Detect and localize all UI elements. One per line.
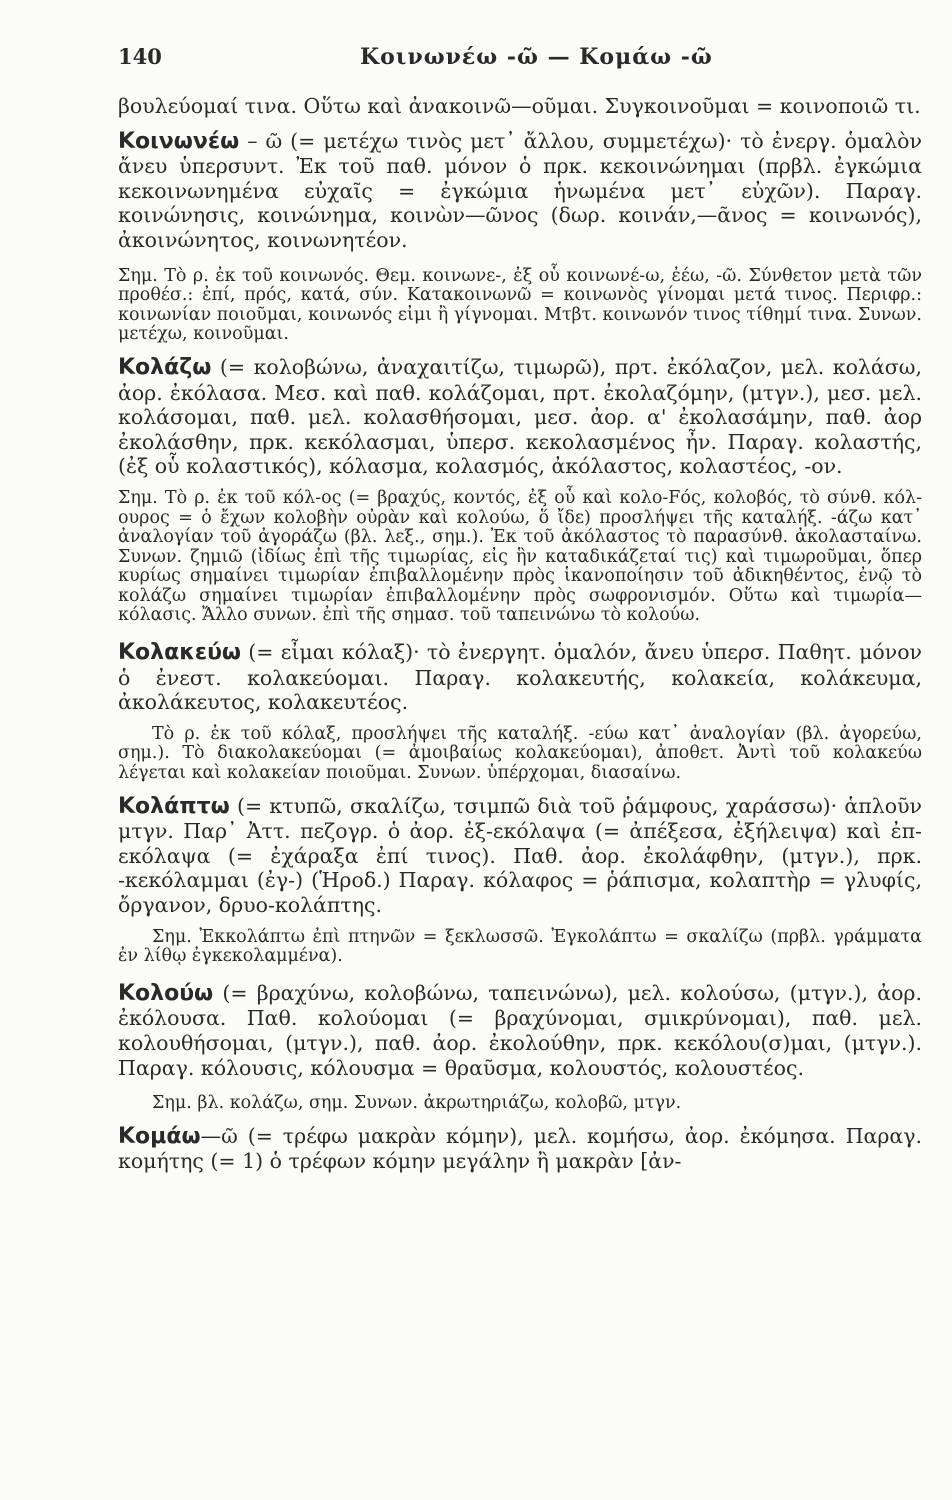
headword: Κολούω <box>118 980 214 1006</box>
headword: Κολακεύω <box>118 640 242 666</box>
page-header <box>118 44 922 84</box>
note-koloyo: Σημ. βλ. κολάζω, σημ. Συνων. ἀκρωτηριάζω, κολοβῶ, μτγν. <box>152 1093 682 1114</box>
entry-text: (= κτυπῶ, σκαλίζω, τσιμπῶ διὰ τοῦ ῥάμφους, χαράσσω)· ἁπλοῦν μτγν. Παρ᾿ Ἀττ. πεζογρ. ὁ ἀορ. ἐξ-εκόλαψα (= ἀπέξεσα, ἐξήλειψα) καὶ ἐπ-εκόλαψα (= ἐχάραξα ἐπί τινος). Παθ. ἀορ. ἐκολάφθην, (μτγν.), πρκ. -κεκόλαμμαι (ἐγ-) (Ἡροδ.) Παραγ. κόλαφος = ῥάπισμα, κολαπτὴρ = γλυφίς, ὄργανον, δρυο-κολάπτης. <box>118 793 922 917</box>
entry-kolapto <box>118 794 922 918</box>
headword: Κολάζω <box>118 354 212 380</box>
entry-koinoneo <box>118 129 922 253</box>
note-kolakeuo: Τὸ ρ. ἐκ τοῦ κόλαξ, προσλήψει τῆς καταλήξ. -εύω κατ᾿ ἀναλογίαν (βλ. ἀγορεύω, σημ.). Τὸ διακολακεύομαι (= ἀμοιβαίως κολακεύομαι), ἀποθετ. Ἀντὶ τοῦ κολακεύω λέγεται καὶ κολακείαν ποιοῦμαι. Συνων. ὑπέρχομαι, διασαίνω. <box>118 723 922 784</box>
entry-text: —ῶ (= τρέφω μακρὰν κόμην), μελ. κομήσω, ἀορ. ἐκόμησα. Παραγ. κομήτης (= 1) ὁ τρέφων κόμην μεγάλην ἢ μακρὰν [ἀν- <box>118 1123 922 1174</box>
entry-text: (= κολοβώνω, ἀναχαιτίζω, τιμωρῶ), πρτ. ἐκόλαζον, μελ. κολάσω, ἀορ. ἐκόλασα. Μεσ. καὶ παθ. κολάζομαι, πρτ. ἐκολαζόμην, (μτγν.), μεσ. μελ. κολάσομαι, παθ. μελ. κολασθήσομαι, μεσ. ἀορ. α' ἐκολασάμην, παθ. ἀορ ἐκολάσθην, πρκ. κεκόλασμαι, ὑπερσ. κεκολασμένος ἦν. Παραγ. κολαστής, (ἐξ οὗ κολαστικός), κόλασμα, κολασμός, ἀκόλαστος, κολαστέος, -ον. <box>118 354 922 479</box>
entry-text: (= εἶμαι κόλαξ)· τὸ ἐνεργητ. ὁμαλόν, ἄνευ ὑπερσ. Παθητ. μόνον ὁ ἐνεστ. κολακεύομαι. Παραγ. κολακευτής, κολακεία, κολάκευμα, ἀκολάκευτος, κολακευτέος. <box>118 640 922 715</box>
continuation-paragraph: βουλεύομαί τινα. Οὕτω καὶ ἀνακοινῶ—οῦμαι. Συγκοινοῦμαι = κοινοποιῶ τι. <box>118 94 921 118</box>
note-koinoneo: Σημ. Τὸ ρ. ἐκ τοῦ κοινωνός. Θεμ. κοινωνε-, ἐξ οὗ κοινωνέ-ω, ἐέω, -ῶ. Σύνθετον μετὰ τῶν προθέσ.: ἐπί, πρός, κατά, σύν. Κατακοινωνῶ = κοινωνὸς γίνομαι μετά τινος. Περιφρ.: κοινωνίαν ποιοῦμαι, κοινωνός εἰμι ἢ γίγνομαι. Μτβτ. κοινωνόν τινος τίθημί τινα. Συνων. μετέχω, κοινοῦμαι. <box>118 265 922 345</box>
headword: Κοινωνέω <box>118 128 240 154</box>
entry-kolakeuo <box>118 640 922 715</box>
headword: Κολάπτω <box>118 793 230 819</box>
entry-koloyo <box>118 981 922 1080</box>
note-kolapto: Σημ. Ἐκκολάπτω ἐπὶ πτηνῶν = ξεκλωσσῶ. Ἐγκολάπτω = σκαλίζω (πρβλ. γράμματα ἐν λίθῳ ἐγκεκολαμμένα). <box>118 926 922 967</box>
entry-text: (= βραχύνω, κολοβώνω, ταπεινώνω), μελ. κολούσω, (μτγν.), ἀορ. ἐκόλουσα. Παθ. κολούομαι (= βραχύνομαι, σμικρύνομαι), παθ. μελ. κολουθήσομαι, (μτγν.), παθ. ἀορ. ἐκολούθην, πρκ. κεκόλου(σ)μαι, (μτγν.). Παραγ. κόλουσις, κόλουσμα = θραῦσμα, κολουστός, κολουστέος. <box>118 980 922 1080</box>
entry-text: – ῶ (= μετέχω τινὸς μετ᾿ ἄλλου, συμμετέχω)· τὸ ἐνεργ. ὁμαλὸν ἄνευ ὑπερσυντ. Ἐκ τοῦ παθ. μόνον ὁ πρκ. κεκοινώνημαι (πρβλ. ἐγκώμια κεκοινωνημένα εὐχαῖς = ἐγκώμια ἡνωμένα μετ᾿ εὐχῶν). Παραγ. κοινώνησις, κοινώνημα, κοινὼν—ῶνος (δωρ. κοινάν,—ᾶνος = κοινωνός), ἀκοινώνητος, κοινωνητέον. <box>118 128 922 252</box>
entry-kolazo <box>118 355 922 479</box>
entry-komao <box>118 1124 922 1174</box>
note-kolazo: Σημ. Τὸ ρ. ἐκ τοῦ κόλ-ος (= βραχύς, κοντός, ἐξ οὗ καὶ κολο-Fός, κολοβός, τὸ σύνθ. κόλ-ουρος = ὁ ἔχων κολοβὴν οὐρὰν καὶ κολούω, ὅ ἴδε) προσλήψει τῆς καταλήξ. -άζω κατ᾿ ἀναλογίαν τοῦ ἀγοράζω (βλ. λεξ., σημ.). Ἐκ τοῦ ἀκόλαστος τὸ παρασύνθ. ἀκολασταίνω. Συνων. ζημιῶ (ἰδίως ἐπὶ τῆς τιμωρίας, εἰς ἣν καταδικάζεταί τις) καὶ τιμωροῦμαι, ὅπερ κυρίως σημαίνει τιμωρίαν ἐπιβαλλομένην πρὸς ἱκανοποίησιν τοῦ ἀδικηθέντος, ἐνῷ τὸ κολάζω σημαίνει τιμωρίαν ἐπιβαλλομένην πρὸς σωφρονισμόν. Οὕτω καὶ τιμωρία—κόλασις. Ἄλλο συνων. ἐπὶ τῆς σημασ. τοῦ ταπεινώνω τὸ κολούω. <box>118 487 922 626</box>
running-title: Κοινωνέω -ῶ — Κομάω -ῶ <box>360 44 713 70</box>
page-number: 140 <box>118 44 162 69</box>
headword: Κομάω <box>118 1123 201 1149</box>
